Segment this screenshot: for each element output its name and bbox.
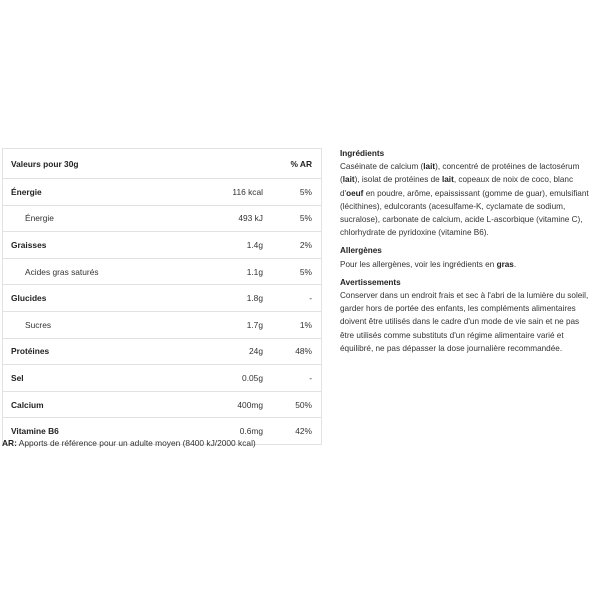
text-segment: en poudre, arôme, epaississant (gomme de guar), emulsifiant (lécithines), edulcorants (acesulfame-K, cyclamate de sodium, sucralose), carbonate de calcium, acide L-ascorbique (vitamine C), chlorhydrate de pyridoxine (vitamine B6). — [340, 188, 589, 238]
nutrient-ar: 5% — [299, 186, 312, 197]
header-ar-label: % AR — [290, 158, 312, 169]
nutrient-value: 1.8g — [246, 293, 263, 304]
ingredients-text — [340, 160, 590, 239]
nutrient-name: Acides gras saturés — [25, 266, 99, 277]
table-row — [3, 365, 321, 392]
table-row — [3, 392, 321, 419]
nutrient-value: 493 kJ — [238, 213, 263, 224]
nutrient-ar: 48% — [295, 346, 312, 357]
text-segment: Conserver dans un endroit frais et sec à l'abri de la lumière du soleil, garder hors de portée des enfants, les compléments alimentaires doivent être utilisés dans le cadre d'un mode de vie sain et ne pas être utilisés comme substituts d'un régime alimentaire varié et équilibré, ne pas dépasser la dose journalière recommandée. — [340, 291, 589, 353]
highlighted-text: lait — [342, 175, 355, 185]
nutrient-ar: 42% — [295, 426, 312, 437]
table-row — [3, 259, 321, 286]
nutrient-value: 0.05g — [242, 372, 263, 383]
text-segment: ), isolat de protéines de — [354, 175, 442, 185]
text-segment: Pour les allergènes, voir les ingrédients en — [340, 259, 497, 269]
nutrient-name: Graisses — [11, 239, 47, 250]
table-row — [3, 232, 321, 259]
header-serving-label: Valeurs pour 30g — [11, 158, 79, 169]
nutrient-ar: 1% — [299, 319, 312, 330]
nutrition-rows — [3, 179, 321, 444]
text-segment: . — [513, 259, 517, 269]
text-segment: , copeaux de noix de coco, blanc d' — [340, 175, 574, 198]
nutrient-value: 0.6mg — [239, 426, 263, 437]
nutrient-ar: - — [309, 372, 312, 383]
nutrient-ar: 5% — [299, 213, 312, 224]
footnote-text: Apports de référence pour un adulte moyen (8400 kJ/2000 kcal) — [16, 438, 256, 448]
nutrient-ar: 50% — [295, 399, 312, 410]
nutrient-name: Glucides — [11, 293, 47, 304]
footnote-label: AR: — [2, 438, 17, 448]
table-row — [3, 206, 321, 233]
nutrient-value: 24g — [249, 346, 263, 357]
warnings-title: Avertissements — [340, 277, 401, 287]
nutrient-name: Sel — [11, 372, 24, 383]
table-row — [3, 339, 321, 366]
nutrient-ar: 2% — [299, 239, 312, 250]
nutrient-name: Énergie — [25, 213, 54, 224]
table-row — [3, 179, 321, 206]
warnings-text — [340, 289, 590, 355]
product-info-panel — [340, 147, 590, 360]
text-segment: ), concentré de protéines de lactosérum ( — [340, 162, 580, 185]
ingredients-title: Ingrédients — [340, 149, 385, 158]
nutrient-value: 116 kcal — [232, 186, 263, 197]
nutrient-name: Énergie — [11, 186, 42, 197]
allergens-title: Allergènes — [340, 246, 382, 256]
nutrient-value: 400mg — [237, 399, 263, 410]
nutrient-name: Calcium — [11, 399, 44, 410]
nutrient-name: Vitamine B6 — [11, 426, 59, 437]
table-row — [3, 285, 321, 312]
highlighted-text: lait — [441, 175, 454, 185]
highlighted-text: gras — [496, 259, 514, 269]
nutrient-name: Sucres — [25, 319, 52, 330]
nutrient-value: 1.4g — [246, 239, 263, 250]
nutrient-value: 1.1g — [246, 266, 263, 277]
ar-footnote — [2, 438, 256, 448]
nutrient-ar: 5% — [299, 266, 312, 277]
table-header-row — [3, 149, 321, 179]
nutrient-name: Protéines — [11, 346, 50, 357]
highlighted-text: lait — [423, 162, 436, 172]
nutrient-ar: - — [309, 293, 312, 304]
text-segment: Caséinate de calcium ( — [340, 162, 424, 172]
table-row — [3, 312, 321, 339]
highlighted-text: oeuf — [346, 188, 364, 198]
allergens-text — [340, 258, 590, 271]
nutrient-value: 1.7g — [246, 319, 263, 330]
nutrition-table — [2, 148, 322, 445]
